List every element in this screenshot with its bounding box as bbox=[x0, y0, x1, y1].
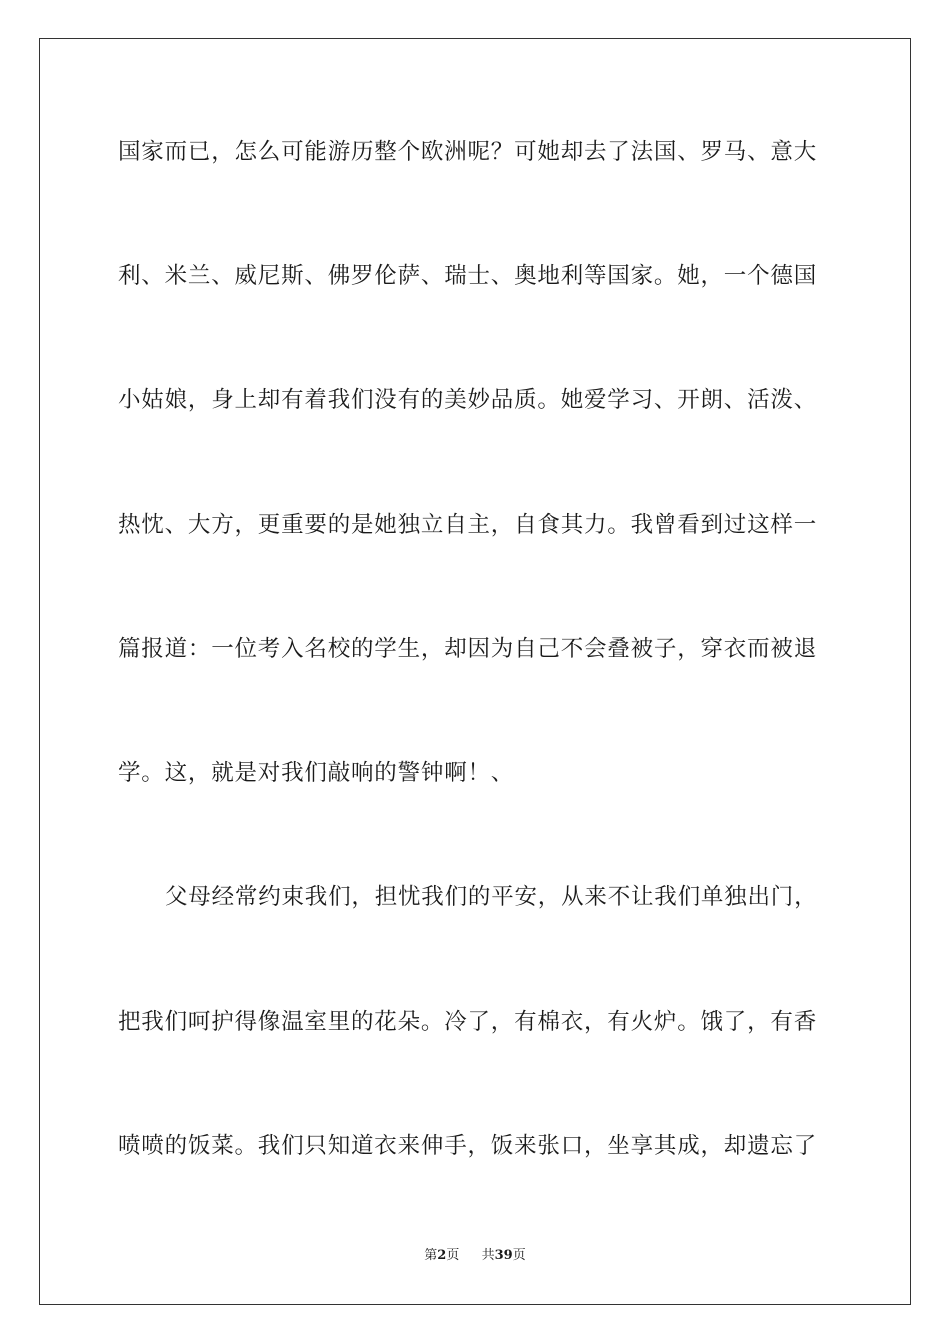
page-border bbox=[39, 38, 911, 1305]
page-footer bbox=[0, 1247, 950, 1265]
total-page-count: 39 bbox=[494, 1248, 513, 1263]
text-line: 喷喷的饭菜。我们只知道衣来伸手，饭来张口，坐享其成，却遗忘了 bbox=[118, 1133, 818, 1159]
text-line: 利、米兰、威尼斯、佛罗伦萨、瑞士、奥地利等国家。她，一个德国 bbox=[118, 263, 818, 289]
page-indicator: 第2页 bbox=[424, 1248, 460, 1263]
paragraph-first-line: 父母经常约束我们，担忧我们的平安，从来不让我们单独出门， bbox=[165, 884, 818, 910]
current-page-number: 2 bbox=[437, 1248, 447, 1263]
text-line: 学。这，就是对我们敲响的警钟啊！、 bbox=[118, 760, 515, 786]
text-line: 热忱、大方，更重要的是她独立自主，自食其力。我曾看到过这样一 bbox=[118, 512, 818, 538]
text-line: 把我们呵护得像温室里的花朵。冷了，有棉衣，有火炉。饿了，有香 bbox=[118, 1009, 818, 1035]
text-line: 篇报道：一位考入名校的学生，却因为自己不会叠被子，穿衣而被退 bbox=[118, 636, 818, 662]
text-line: 国家而已，怎么可能游历整个欧洲呢？可她却去了法国、罗马、意大 bbox=[118, 139, 818, 165]
total-pages-indicator: 共39页 bbox=[481, 1248, 526, 1263]
text-line: 小姑娘，身上却有着我们没有的美妙品质。她爱学习、开朗、活泼、 bbox=[118, 387, 818, 413]
